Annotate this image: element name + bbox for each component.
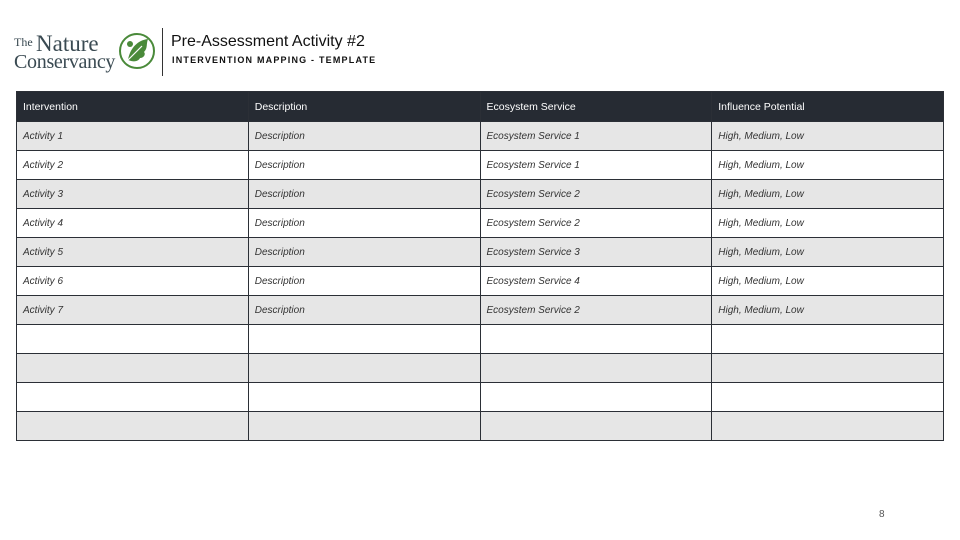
cell-ecosystem-service[interactable]: [480, 412, 712, 441]
cell-influence-potential[interactable]: High, Medium, Low: [712, 296, 944, 325]
table-row: [17, 383, 944, 412]
cell-ecosystem-service[interactable]: Ecosystem Service 1: [480, 151, 712, 180]
cell-ecosystem-service[interactable]: Ecosystem Service 3: [480, 238, 712, 267]
cell-description[interactable]: Description: [248, 151, 480, 180]
table-row: [17, 151, 944, 180]
cell-description[interactable]: Description: [248, 209, 480, 238]
table-row: [17, 122, 944, 151]
cell-description[interactable]: [248, 412, 480, 441]
cell-influence-potential[interactable]: [712, 325, 944, 354]
cell-ecosystem-service[interactable]: [480, 325, 712, 354]
cell-intervention[interactable]: Activity 6: [17, 267, 249, 296]
page-subtitle: INTERVENTION MAPPING - TEMPLATE: [172, 55, 377, 65]
cell-intervention[interactable]: Activity 7: [17, 296, 249, 325]
cell-ecosystem-service[interactable]: Ecosystem Service 2: [480, 180, 712, 209]
cell-ecosystem-service[interactable]: Ecosystem Service 2: [480, 209, 712, 238]
cell-description[interactable]: [248, 325, 480, 354]
page-title: Pre-Assessment Activity #2: [171, 33, 365, 50]
intervention-table: [16, 91, 944, 441]
table-row: [17, 180, 944, 209]
cell-intervention[interactable]: Activity 3: [17, 180, 249, 209]
page-number: 8: [879, 509, 885, 520]
table-row: [17, 296, 944, 325]
logo-the: The: [14, 35, 33, 49]
cell-description[interactable]: Description: [248, 267, 480, 296]
cell-ecosystem-service[interactable]: [480, 383, 712, 412]
cell-ecosystem-service[interactable]: Ecosystem Service 4: [480, 267, 712, 296]
cell-intervention[interactable]: [17, 412, 249, 441]
table-row: [17, 267, 944, 296]
cell-ecosystem-service[interactable]: Ecosystem Service 1: [480, 122, 712, 151]
cell-intervention[interactable]: Activity 2: [17, 151, 249, 180]
cell-influence-potential[interactable]: High, Medium, Low: [712, 122, 944, 151]
table-row: [17, 238, 944, 267]
cell-description[interactable]: Description: [248, 180, 480, 209]
cell-influence-potential[interactable]: High, Medium, Low: [712, 209, 944, 238]
column-header-description: Description: [248, 92, 480, 122]
cell-intervention[interactable]: [17, 325, 249, 354]
cell-intervention[interactable]: [17, 383, 249, 412]
cell-description[interactable]: [248, 383, 480, 412]
table-row: [17, 325, 944, 354]
oak-leaf-icon: [118, 30, 156, 72]
cell-intervention[interactable]: Activity 5: [17, 238, 249, 267]
cell-intervention[interactable]: Activity 4: [17, 209, 249, 238]
column-header-ecosystem-service: Ecosystem Service: [480, 92, 712, 122]
cell-influence-potential[interactable]: High, Medium, Low: [712, 151, 944, 180]
cell-description[interactable]: Description: [248, 296, 480, 325]
cell-ecosystem-service[interactable]: Ecosystem Service 2: [480, 296, 712, 325]
cell-influence-potential[interactable]: High, Medium, Low: [712, 180, 944, 209]
logo-conservancy: Conservancy: [14, 51, 116, 73]
cell-influence-potential[interactable]: [712, 354, 944, 383]
cell-influence-potential[interactable]: High, Medium, Low: [712, 238, 944, 267]
cell-ecosystem-service[interactable]: [480, 354, 712, 383]
logo-nature: Nature: [36, 31, 99, 56]
cell-intervention[interactable]: [17, 354, 249, 383]
table-row: [17, 412, 944, 441]
cell-description[interactable]: Description: [248, 122, 480, 151]
table-header-row: [17, 92, 944, 122]
nature-conservancy-logo: [14, 30, 156, 74]
cell-influence-potential[interactable]: High, Medium, Low: [712, 267, 944, 296]
table-row: [17, 354, 944, 383]
cell-intervention[interactable]: Activity 1: [17, 122, 249, 151]
header-divider: [162, 28, 163, 76]
cell-influence-potential[interactable]: [712, 412, 944, 441]
cell-influence-potential[interactable]: [712, 383, 944, 412]
column-header-influence-potential: Influence Potential: [712, 92, 944, 122]
cell-description[interactable]: Description: [248, 238, 480, 267]
cell-description[interactable]: [248, 354, 480, 383]
table-row: [17, 209, 944, 238]
column-header-intervention: Intervention: [17, 92, 249, 122]
